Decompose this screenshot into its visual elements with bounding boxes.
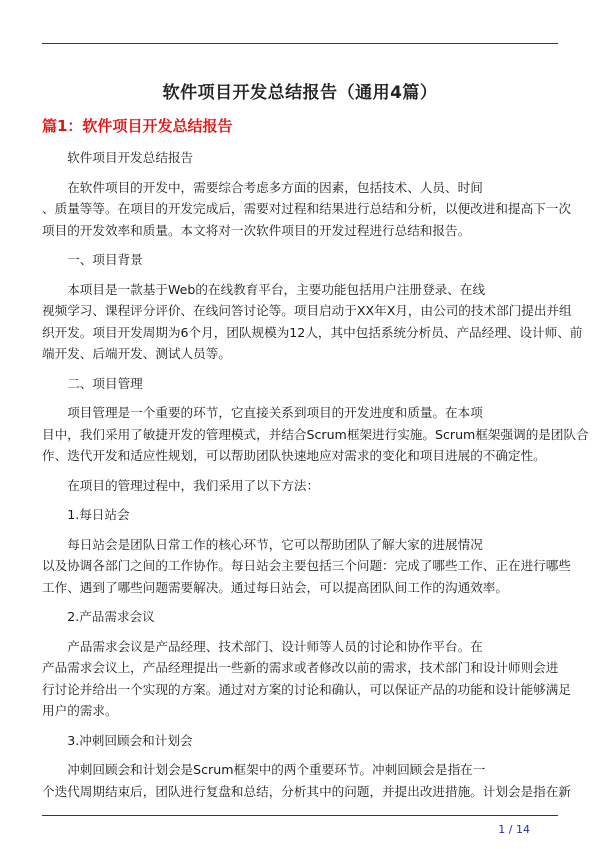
text-line: 以及协调各部门之间的工作协作。每日站会主要包括三个问题：完成了哪些工作、正在进行哪些 bbox=[42, 558, 571, 573]
text-line: 用户的需求。 bbox=[42, 703, 118, 718]
heading-requirements: 2.产品需求会议 bbox=[67, 609, 155, 624]
text-line: 目中，我们采用了敏捷开发的管理模式，并结合Scrum框架进行实施。Scrum框架强调的是团队合 bbox=[42, 426, 589, 442]
section-title: 篇1：软件项目开发总结报告 bbox=[42, 117, 233, 135]
text-line: 项目管理是一个重要的环节，它直接关系到项目的开发进度和质量。在本项 bbox=[67, 405, 483, 420]
background-paragraph bbox=[42, 279, 583, 365]
text-line: 产品需求会议是产品经理、技术部门、设计师等人员的讨论和协作平台。在 bbox=[67, 638, 483, 654]
subtitle: 软件项目开发总结报告 bbox=[67, 150, 194, 165]
text-line: 项目的开发效率和质量。本文将对一次软件项目的开发过程进行总结和报告。 bbox=[42, 222, 471, 238]
text-line: 本项目是一款基于Web的在线教育平台，主要功能包括用户注册登录、在线 bbox=[67, 281, 486, 297]
requirements-paragraph bbox=[42, 636, 571, 722]
sprint-paragraph bbox=[42, 759, 571, 802]
text-line: 视频学习、课程评分评价、在线问答讨论等。项目启动于XX年X月，由公司的技术部门提出并组 bbox=[42, 303, 572, 318]
text-line: 工作、遇到了哪些问题需要解决。通过每日站会，可以提高团队间工作的沟通效率。 bbox=[42, 579, 508, 595]
heading-standup: 1.每日站会 bbox=[67, 507, 130, 522]
management-paragraph bbox=[42, 402, 589, 467]
heading-management: 二、项目管理 bbox=[67, 375, 143, 391]
text-line: 个迭代周期结束后，团队进行复盘和总结，分析其中的问题，并提出改进措施。计划会是指在新 bbox=[42, 783, 571, 799]
text-line: 行讨论并给出一个实现的方案。通过对方案的讨论和确认，可以保证产品的功能和设计能够满足 bbox=[42, 681, 571, 697]
text-line: 冲刺回顾会和计划会是Scrum框架中的两个重要环节。冲刺回顾会是指在一 bbox=[67, 762, 486, 777]
page-number: 1 / 14 bbox=[498, 823, 530, 836]
methods-intro: 在项目的管理过程中，我们采用了以下方法： bbox=[67, 477, 320, 493]
heading-sprint: 3.冲刺回顾会和计划会 bbox=[67, 732, 193, 748]
document-title: 软件项目开发总结报告（通用4篇） bbox=[162, 83, 438, 103]
header-rule bbox=[42, 43, 558, 44]
text-line: 每日站会是团队日常工作的核心环节，它可以帮助团队了解大家的进展情况 bbox=[67, 536, 483, 552]
text-line: 织开发。项目开发周期为6个月，团队规模为12人，其中包括系统分析员、产品经理、设计师、前 bbox=[42, 324, 583, 340]
standup-paragraph bbox=[42, 534, 571, 599]
text-line: 端开发、后端开发、测试人员等。 bbox=[42, 346, 231, 361]
intro-paragraph bbox=[42, 177, 571, 242]
text-line: 、质量等等。在项目的开发完成后，需要对过程和结果进行总结和分析，以便改进和提高下一次 bbox=[42, 201, 571, 216]
text-line: 产品需求会议上，产品经理提出一些新的需求或者修改以前的需求，技术部门和设计师则会进 bbox=[42, 660, 559, 675]
text-line: 作、迭代开发和适应性规划，可以帮助团队快速地应对需求的变化和项目进展的不确定性。 bbox=[42, 448, 546, 463]
heading-background: 一、项目背景 bbox=[67, 252, 143, 267]
document-body bbox=[42, 147, 589, 810]
footer-rule bbox=[42, 815, 558, 816]
text-line: 在软件项目的开发中，需要综合考虑多方面的因素，包括技术、人员、时间 bbox=[67, 179, 483, 195]
